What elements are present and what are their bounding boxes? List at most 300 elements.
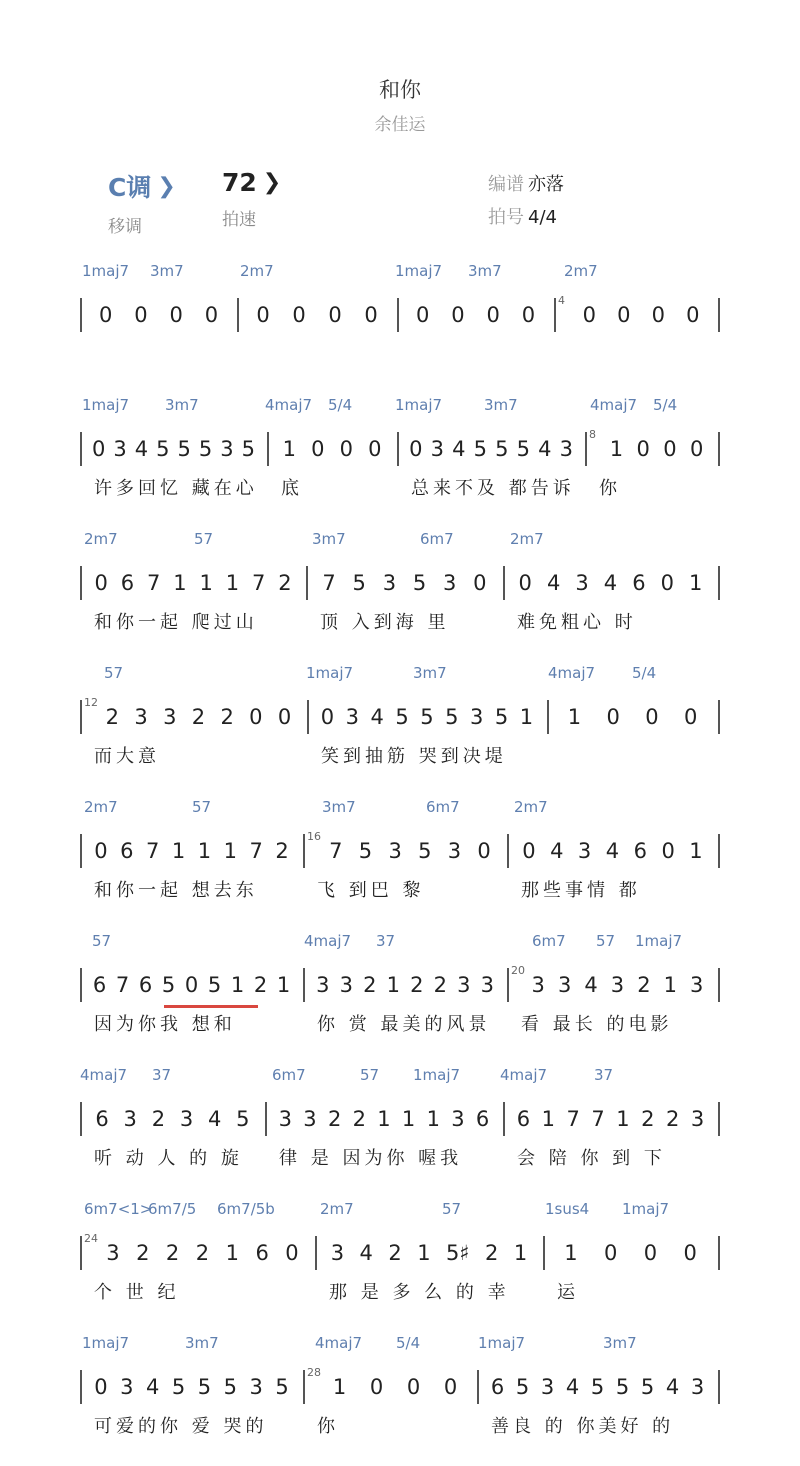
note: 0 <box>292 303 306 327</box>
score-row <box>0 394 800 528</box>
chord-symbol[interactable]: 1maj7 <box>622 1200 670 1218</box>
measure[interactable] <box>273 1102 495 1136</box>
lyric-text: 你 <box>317 1416 339 1437</box>
lyric-line <box>80 876 720 902</box>
note: 3 <box>388 839 402 863</box>
measure[interactable] <box>405 432 577 466</box>
chord-symbol[interactable]: 57 <box>442 1200 462 1218</box>
measure[interactable] <box>525 968 710 1002</box>
measure-number: 20 <box>511 964 525 977</box>
note: 5 <box>207 973 222 997</box>
note: 1 <box>541 1107 555 1131</box>
note: 0 <box>311 437 325 461</box>
note: 3 <box>443 571 457 595</box>
note: 5 <box>177 437 191 461</box>
note: 5 <box>516 437 530 461</box>
chord-symbol[interactable]: 3m7 <box>165 396 199 414</box>
barline <box>718 1370 720 1404</box>
chord-symbol[interactable]: 3m7 <box>150 262 184 280</box>
note: 6 <box>138 973 153 997</box>
barline <box>80 298 82 332</box>
chord-line <box>0 528 800 552</box>
chord-symbol[interactable]: 6m7<1> <box>84 1200 153 1218</box>
note: 0 <box>406 1375 421 1399</box>
note: 6 <box>120 571 135 595</box>
barline <box>80 1236 82 1270</box>
chord-symbol[interactable]: 4maj7 <box>590 396 638 414</box>
note: 2 <box>388 1241 402 1265</box>
measure[interactable] <box>321 1370 469 1404</box>
measure-number: 12 <box>84 696 98 709</box>
note: 0 <box>617 303 631 327</box>
note: 0 <box>94 571 108 595</box>
notation-line <box>80 428 720 466</box>
score-row <box>0 1198 800 1332</box>
lyric-text: 和你一起 爬过山 <box>94 612 258 633</box>
note: 3 <box>382 571 397 595</box>
note: 0 <box>277 705 292 729</box>
note: 0 <box>339 437 353 461</box>
lyric-line <box>80 340 720 366</box>
measure[interactable] <box>88 968 295 1002</box>
measure[interactable] <box>572 298 710 332</box>
barline <box>547 700 549 734</box>
chord-symbol[interactable]: 3m7 <box>312 530 346 548</box>
note: 7 <box>251 571 266 595</box>
chord-symbol[interactable]: 3m7 <box>484 396 518 414</box>
lyric-text: 飞 到巴 黎 <box>317 880 425 901</box>
score-row <box>0 528 800 662</box>
note: 1 <box>567 705 582 729</box>
notation-line <box>80 830 720 868</box>
note: 0 <box>522 839 536 863</box>
lyric-text: 个 世 纪 <box>94 1282 180 1303</box>
measure[interactable] <box>485 1370 710 1404</box>
note: 4 <box>370 705 384 729</box>
barline <box>315 1236 317 1270</box>
note: 4 <box>665 1375 680 1399</box>
measure[interactable] <box>323 1236 535 1270</box>
note: 5 <box>161 973 176 997</box>
measure-number: 8 <box>589 428 596 441</box>
note: 5 <box>590 1375 605 1399</box>
measure[interactable] <box>245 298 389 332</box>
chord-symbol[interactable]: 3m7 <box>603 1334 637 1352</box>
lyric-text: 运 <box>557 1282 579 1303</box>
note: 1 <box>197 839 212 863</box>
chord-symbol[interactable]: 6m7/5 <box>148 1200 197 1218</box>
chord-symbol[interactable]: 57 <box>104 664 124 682</box>
barline <box>718 700 720 734</box>
note: 5 <box>494 705 509 729</box>
note: 4 <box>565 1375 580 1399</box>
chord-symbol[interactable]: 6m7/5b <box>217 1200 275 1218</box>
barline <box>397 298 399 332</box>
barline <box>507 968 509 1002</box>
note: 0 <box>169 303 183 327</box>
transpose-label: 移调 <box>108 217 142 237</box>
measure[interactable] <box>88 432 259 466</box>
note: 2 <box>191 705 206 729</box>
note: 5 <box>352 571 366 595</box>
note: 5 <box>515 1375 530 1399</box>
note: 3 <box>577 839 592 863</box>
barline <box>303 1370 305 1404</box>
lyric-text: 你 <box>599 478 621 499</box>
note: 3 <box>690 1107 705 1131</box>
note: 7 <box>115 973 130 997</box>
note: 2 <box>165 1241 180 1265</box>
lyric-text: 可爱的你 爱 哭的 <box>94 1416 268 1437</box>
chord-symbol[interactable]: 6m7 <box>532 932 566 950</box>
note: 5 <box>275 1375 289 1399</box>
note: 0 <box>643 1241 658 1265</box>
note: 1 <box>230 973 245 997</box>
note: 3 <box>480 973 494 997</box>
note: 6 <box>92 973 107 997</box>
note: 3 <box>345 705 359 729</box>
highlight-underline <box>164 1005 258 1008</box>
note: 1 <box>173 571 187 595</box>
note: 2 <box>151 1107 166 1131</box>
note: 5 <box>236 1107 250 1131</box>
chord-symbol[interactable]: 4maj7 <box>500 1066 548 1084</box>
notation-line <box>80 1366 720 1404</box>
note: 0 <box>663 437 677 461</box>
barline <box>303 968 305 1002</box>
note: 5 <box>198 437 213 461</box>
note: 1 <box>564 1241 578 1265</box>
chord-symbol[interactable]: 57 <box>360 1066 380 1084</box>
note: 6 <box>490 1375 505 1399</box>
note: 2 <box>136 1241 150 1265</box>
lyric-text: 笑到抽筋 哭到决堤 <box>321 746 507 767</box>
measure[interactable] <box>511 1102 710 1136</box>
measure[interactable] <box>511 566 710 600</box>
chord-symbol[interactable]: 3m7 <box>413 664 447 682</box>
note: 3 <box>531 973 545 997</box>
barline <box>80 566 82 600</box>
measure[interactable] <box>551 1236 710 1270</box>
chord-symbol[interactable]: 1maj7 <box>82 1334 130 1352</box>
chord-symbol[interactable]: 57 <box>92 932 112 950</box>
chord-symbol[interactable]: 37 <box>152 1066 172 1084</box>
note: 2 <box>637 973 651 997</box>
note: 4 <box>605 839 620 863</box>
measure[interactable] <box>88 1102 257 1136</box>
note: 5 <box>615 1375 630 1399</box>
measure[interactable] <box>88 566 298 600</box>
barline <box>543 1236 545 1270</box>
measure[interactable] <box>315 700 539 734</box>
note: 2 <box>105 705 120 729</box>
note: 4 <box>603 571 618 595</box>
note: 5 <box>445 705 459 729</box>
measure[interactable] <box>311 968 499 1002</box>
note: 0 <box>651 303 665 327</box>
note: 1 <box>171 839 186 863</box>
chord-symbol[interactable]: 1maj7 <box>82 396 130 414</box>
measure[interactable] <box>88 1370 295 1404</box>
chord-symbol[interactable]: 4maj7 <box>315 1334 363 1352</box>
note: 5 <box>197 1375 212 1399</box>
chord-symbol[interactable]: 1maj7 <box>395 396 443 414</box>
chord-symbol[interactable]: 6m7 <box>426 798 460 816</box>
note: 0 <box>521 303 536 327</box>
lyric-text: 会 陪 你 到 下 <box>517 1148 666 1169</box>
chord-symbol[interactable]: 2m7 <box>320 1200 354 1218</box>
chord-symbol[interactable]: 2m7 <box>514 798 548 816</box>
measure-number: 24 <box>84 1232 98 1245</box>
note: 7 <box>249 839 263 863</box>
chord-symbol[interactable]: 2m7 <box>84 530 118 548</box>
note: 3 <box>220 437 234 461</box>
note: 4 <box>452 437 466 461</box>
notation-line <box>80 294 720 332</box>
measure[interactable] <box>88 298 229 332</box>
note: 7 <box>566 1107 580 1131</box>
note: 1 <box>225 1241 239 1265</box>
barline <box>303 834 305 868</box>
note: 1 <box>282 437 296 461</box>
note: 0 <box>285 1241 299 1265</box>
note: 2 <box>278 571 292 595</box>
meter-label: 拍号 <box>488 207 524 228</box>
note: 5 <box>171 1375 186 1399</box>
note: 1 <box>609 437 624 461</box>
meter-info <box>488 203 557 229</box>
meter-value: 4/4 <box>528 207 557 228</box>
measure[interactable] <box>275 432 389 466</box>
lyric-text: 许多回忆 藏在心 <box>94 478 258 499</box>
lyric-text: 你 赏 最美的风景 <box>317 1014 491 1035</box>
chord-symbol[interactable]: 5/4 <box>396 1334 421 1352</box>
note: 3 <box>339 973 353 997</box>
chord-symbol[interactable]: 3m7 <box>322 798 356 816</box>
barline <box>503 566 505 600</box>
chord-symbol[interactable]: 5/4 <box>653 396 678 414</box>
note: 1 <box>426 1107 440 1131</box>
barline <box>718 1236 720 1270</box>
lyric-text: 那些事情 都 <box>521 880 641 901</box>
note: 2 <box>433 973 447 997</box>
barline <box>507 834 509 868</box>
note: 1 <box>689 839 703 863</box>
chord-symbol[interactable]: 1maj7 <box>82 262 130 280</box>
notation-line <box>80 1232 720 1270</box>
note: 1 <box>417 1241 431 1265</box>
note: 2 <box>666 1107 680 1131</box>
measure[interactable] <box>88 834 295 868</box>
note: 1 <box>663 973 677 997</box>
barline <box>718 298 720 332</box>
note: 1 <box>519 705 534 729</box>
barline <box>397 432 399 466</box>
notation-line <box>80 566 720 600</box>
barline <box>80 700 82 734</box>
note: 3 <box>430 437 444 461</box>
chord-symbol[interactable]: 1maj7 <box>306 664 354 682</box>
chord-line <box>0 1332 800 1356</box>
note: 3 <box>330 1241 345 1265</box>
note: 0 <box>518 571 532 595</box>
measure[interactable] <box>314 566 495 600</box>
chord-symbol[interactable]: 4maj7 <box>265 396 313 414</box>
note: 7 <box>146 571 161 595</box>
note: 4 <box>134 437 149 461</box>
chord-symbol[interactable]: 57 <box>194 530 214 548</box>
note: 5 <box>223 1375 237 1399</box>
chord-symbol[interactable]: 1maj7 <box>635 932 683 950</box>
lyric-line <box>80 608 720 634</box>
chord-line <box>0 930 800 954</box>
note: 0 <box>204 303 219 327</box>
note: 0 <box>92 437 106 461</box>
note: 2 <box>485 1241 499 1265</box>
chord-symbol[interactable]: 57 <box>192 798 212 816</box>
chord-symbol[interactable]: 1maj7 <box>478 1334 526 1352</box>
measure-number: 16 <box>307 830 321 843</box>
note: 0 <box>689 437 704 461</box>
barline <box>554 298 556 332</box>
note: 5 <box>495 437 509 461</box>
note: 0 <box>660 571 674 595</box>
note: 0 <box>368 437 382 461</box>
note: 0 <box>661 839 675 863</box>
note: 3 <box>451 1107 465 1131</box>
note: 6 <box>633 839 647 863</box>
arranger-info <box>488 170 564 196</box>
chord-line <box>0 260 800 284</box>
chord-line <box>0 394 800 418</box>
arranger-label: 编谱 <box>488 174 524 195</box>
note: 0 <box>477 839 491 863</box>
chord-symbol[interactable]: 4maj7 <box>548 664 596 682</box>
lyric-text: 律 是 因为你 喔我 <box>279 1148 463 1169</box>
barline <box>477 1370 479 1404</box>
note: 4 <box>538 437 552 461</box>
score-row <box>0 662 800 796</box>
lyric-text: 因为你我 想和 <box>94 1014 236 1035</box>
chord-symbol[interactable]: 3m7 <box>468 262 502 280</box>
score-rows <box>0 260 800 1466</box>
note: 0 <box>320 705 335 729</box>
barline <box>80 432 82 466</box>
notation-line <box>80 696 720 734</box>
measure[interactable] <box>515 834 710 868</box>
chord-symbol[interactable]: 4maj7 <box>304 932 352 950</box>
chord-symbol[interactable]: 37 <box>376 932 396 950</box>
note: 5 <box>418 839 432 863</box>
score-row <box>0 796 800 930</box>
barline <box>267 432 269 466</box>
chord-symbol[interactable]: 2m7 <box>84 798 118 816</box>
note: 3 <box>470 705 484 729</box>
lyric-text: 总来不及 都告诉 <box>411 478 575 499</box>
measure[interactable] <box>603 432 710 466</box>
note: 0 <box>686 303 700 327</box>
measure[interactable] <box>98 1236 307 1270</box>
measure[interactable] <box>405 298 546 332</box>
note: 0 <box>256 303 270 327</box>
barline <box>503 1102 505 1136</box>
lyric-text: 底 <box>281 478 303 499</box>
measure[interactable] <box>98 700 299 734</box>
note: 5 <box>358 839 373 863</box>
barline <box>307 700 309 734</box>
note: 4 <box>208 1107 222 1131</box>
note: 2 <box>253 973 268 997</box>
note: 3 <box>249 1375 263 1399</box>
chord-symbol[interactable]: 3m7 <box>185 1334 219 1352</box>
barline <box>80 834 82 868</box>
barline <box>237 298 239 332</box>
note: 0 <box>369 1375 384 1399</box>
note: 3 <box>134 705 148 729</box>
note: 5 <box>420 705 434 729</box>
chord-symbol[interactable]: 57 <box>596 932 616 950</box>
chord-symbol[interactable]: 1maj7 <box>395 262 443 280</box>
note: 0 <box>364 303 378 327</box>
score-row <box>0 260 800 394</box>
note: 2 <box>352 1107 366 1131</box>
note: 1 <box>513 1241 528 1265</box>
note: 5 <box>241 437 255 461</box>
note: 3 <box>447 839 462 863</box>
barline <box>718 968 720 1002</box>
measure[interactable] <box>555 700 710 734</box>
measure[interactable] <box>321 834 499 868</box>
note: 2 <box>410 973 424 997</box>
note: 1 <box>276 973 291 997</box>
tempo-control[interactable] <box>222 168 281 230</box>
note: 5♯ <box>446 1241 470 1265</box>
chord-symbol[interactable]: 5/4 <box>328 396 353 414</box>
note: 0 <box>94 1375 108 1399</box>
note: 5 <box>395 705 409 729</box>
chord-symbol[interactable]: 2m7 <box>564 262 598 280</box>
chord-symbol[interactable]: 1maj7 <box>413 1066 461 1084</box>
note: 2 <box>327 1107 342 1131</box>
note: 0 <box>443 1375 458 1399</box>
notation-line <box>80 964 720 1002</box>
chevron-right-icon: ❯ <box>262 170 282 195</box>
note: 0 <box>473 571 487 595</box>
note: 5 <box>473 437 487 461</box>
note: 3 <box>113 437 127 461</box>
chord-symbol[interactable]: 6m7 <box>272 1066 306 1084</box>
note: 2 <box>195 1241 210 1265</box>
chord-symbol[interactable]: 6m7 <box>420 530 454 548</box>
chord-symbol[interactable]: 5/4 <box>632 664 657 682</box>
transpose-control[interactable] <box>108 168 176 237</box>
lyric-line <box>80 474 720 500</box>
chord-symbol[interactable]: 1sus4 <box>545 1200 590 1218</box>
key-value: C调 <box>108 173 152 202</box>
chord-symbol[interactable]: 37 <box>594 1066 614 1084</box>
lyric-line <box>80 1010 720 1036</box>
note: 3 <box>316 973 330 997</box>
chord-symbol[interactable]: 2m7 <box>510 530 544 548</box>
chord-symbol[interactable]: 2m7 <box>240 262 274 280</box>
note: 5 <box>412 571 427 595</box>
chord-symbol[interactable]: 4maj7 <box>80 1066 128 1084</box>
note: 0 <box>683 1241 697 1265</box>
lyric-text: 顶 入到海 里 <box>320 612 450 633</box>
note: 3 <box>457 973 471 997</box>
note: 3 <box>179 1107 194 1131</box>
score-row <box>0 1064 800 1198</box>
